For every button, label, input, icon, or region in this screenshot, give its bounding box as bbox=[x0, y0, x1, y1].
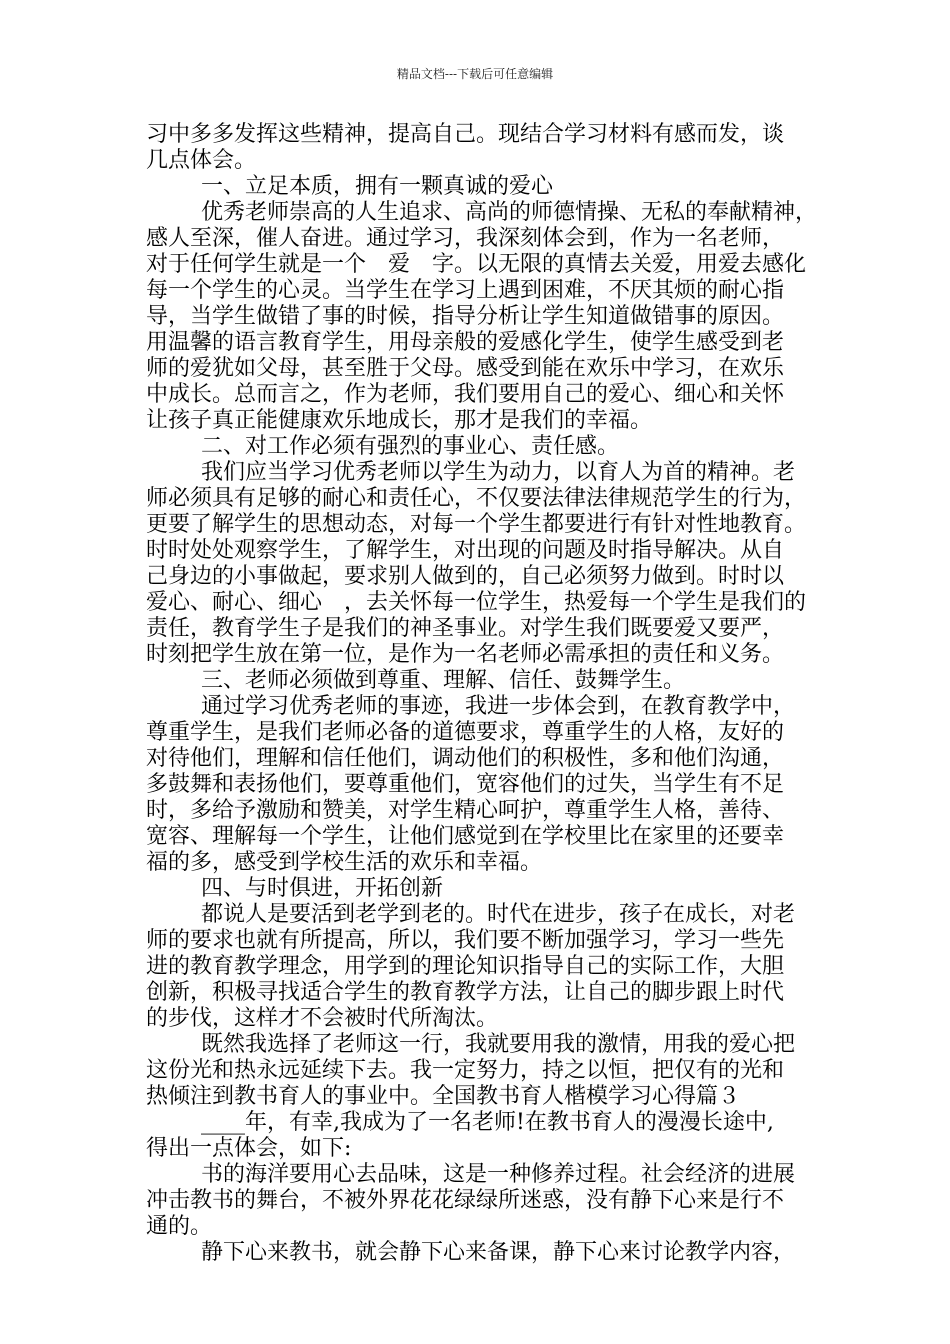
text-line: 尊重学生，是我们老师必备的道德要求，尊重学生的人格，友好的 bbox=[146, 720, 785, 745]
text-line: 静下心来教书，就会静下心来备课，静下心来讨论教学内容， bbox=[201, 1240, 796, 1265]
document-body bbox=[146, 122, 818, 1266]
text-line: 师的爱犹如父母，甚至胜于父母。感受到能在欢乐中学习，在欢乐 bbox=[146, 356, 785, 381]
text-line: 导，当学生做错了事的时候，指导分析让学生知道做错事的原因。 bbox=[146, 304, 785, 329]
text-line: 二、对工作必须有强烈的事业心、责任感。 bbox=[201, 434, 620, 459]
text-line: 多鼓舞和表扬他们，要尊重他们，宽容他们的过失，当学生有不足 bbox=[146, 772, 785, 797]
text-line: 优秀老师崇高的人生追求、高尚的师德情操、无私的奉献精神， bbox=[201, 200, 818, 225]
text-line: 四、与时俱进，开拓创新 bbox=[201, 876, 444, 901]
text-line: 责任，教育学生子是我们的神圣事业。对学生我们既要爱又要严， bbox=[146, 616, 785, 641]
text-line: 三、老师必须做到尊重、理解、信任、鼓舞学生。 bbox=[201, 668, 686, 693]
text-line: 爱心、耐心、细心 ，去关怀每一位学生，热爱每一个学生是我们的 bbox=[146, 590, 807, 615]
text-line: ____年，有幸,我成为了一名老师!在教书育人的漫漫长途中, bbox=[201, 1110, 774, 1135]
text-line: 对待他们，理解和信任他们，调动他们的积极性，多和他们沟通， bbox=[146, 746, 785, 771]
text-line: 时，多给予激励和赞美，对学生精心呵护，尊重学生人格，善待、 bbox=[146, 798, 785, 823]
text-line: 师必须具有足够的耐心和责任心，不仅要法律法律规范学生的行为， bbox=[146, 486, 807, 511]
text-line: 得出一点体会，如下: bbox=[146, 1136, 352, 1161]
text-line: 都说人是要活到老学到老的。时代在进步，孩子在成长，对老 bbox=[201, 902, 796, 927]
text-line: 己身边的小事做起，要求别人做到的，自己必须努力做到。时时以 bbox=[146, 564, 785, 589]
text-line: 时刻把学生放在第一位，是作为一名老师必需承担的责任和义务。 bbox=[146, 642, 785, 667]
text-line: 让孩子真正能健康欢乐地成长，那才是我们的幸福。 bbox=[146, 408, 653, 433]
text-line: 师的要求也就有所提高，所以，我们要不断加强学习，学习一些先 bbox=[146, 928, 785, 953]
text-line: 用温馨的语言教育学生，用母亲般的爱感化学生，使学生感受到老 bbox=[146, 330, 785, 355]
text-line: 习中多多发挥这些精神，提高自己。现结合学习材料有感而发，谈 bbox=[146, 122, 785, 147]
text-line: 的步伐，这样才不会被时代所淘汰。 bbox=[146, 1006, 499, 1031]
text-line: 时时处处观察学生，了解学生，对出现的问题及时指导解决。从自 bbox=[146, 538, 785, 563]
text-line: 书的海洋要用心去品味，这是一种修养过程。社会经济的进展 bbox=[201, 1162, 796, 1187]
text-line: 既然我选择了老师这一行，我就要用我的激情，用我的爱心把 bbox=[201, 1032, 796, 1057]
text-line: 几点体会。 bbox=[146, 148, 257, 173]
text-line: 一、立足本质，拥有一颗真诚的爱心 bbox=[201, 174, 554, 199]
text-line: 对于任何学生就是一个 爱 字。以无限的真情去关爱，用爱去感化 bbox=[146, 252, 807, 277]
text-line: 通过学习优秀老师的事迹，我进一步体会到，在教育教学中， bbox=[201, 694, 796, 719]
text-line: 福的多，感受到学校生活的欢乐和幸福。 bbox=[146, 850, 543, 875]
text-line: 进的教育教学理念，用学到的理论知识指导自己的实际工作，大胆 bbox=[146, 954, 785, 979]
text-line: 创新，积极寻找适合学生的教育教学方法，让自己的脚步跟上时代 bbox=[146, 980, 785, 1005]
text-line: 宽容、理解每一个学生，让他们感觉到在学校里比在家里的还要幸 bbox=[146, 824, 785, 849]
text-line: 通的。 bbox=[146, 1214, 213, 1239]
text-line: 这份光和热永远延续下去。我一定努力，持之以恒，把仅有的光和 bbox=[146, 1058, 785, 1083]
text-line: 每一个学生的心灵。当学生在学习上遇到困难，不厌其烦的耐心指 bbox=[146, 278, 785, 303]
text-line: 感人至深，催人奋进。通过学习，我深刻体会到，作为一名老师， bbox=[146, 226, 785, 251]
text-line: 更要了解学生的思想动态，对每一个学生都要进行有针对性地教育。 bbox=[146, 512, 807, 537]
text-line: 冲击教书的舞台，不被外界花花绿绿所迷惑，没有静下心来是行不 bbox=[146, 1188, 785, 1213]
text-line: 我们应当学习优秀老师以学生为动力，以育人为首的精神。老 bbox=[201, 460, 796, 485]
text-line: 中成长。总而言之，作为老师，我们要用自己的爱心、细心和关怀 bbox=[146, 382, 785, 407]
text-line: 热倾注到教书育人的事业中。全国教书育人楷模学习心得篇３ bbox=[146, 1084, 741, 1109]
page-header: 精品文档---下载后可任意编辑 bbox=[396, 67, 554, 81]
